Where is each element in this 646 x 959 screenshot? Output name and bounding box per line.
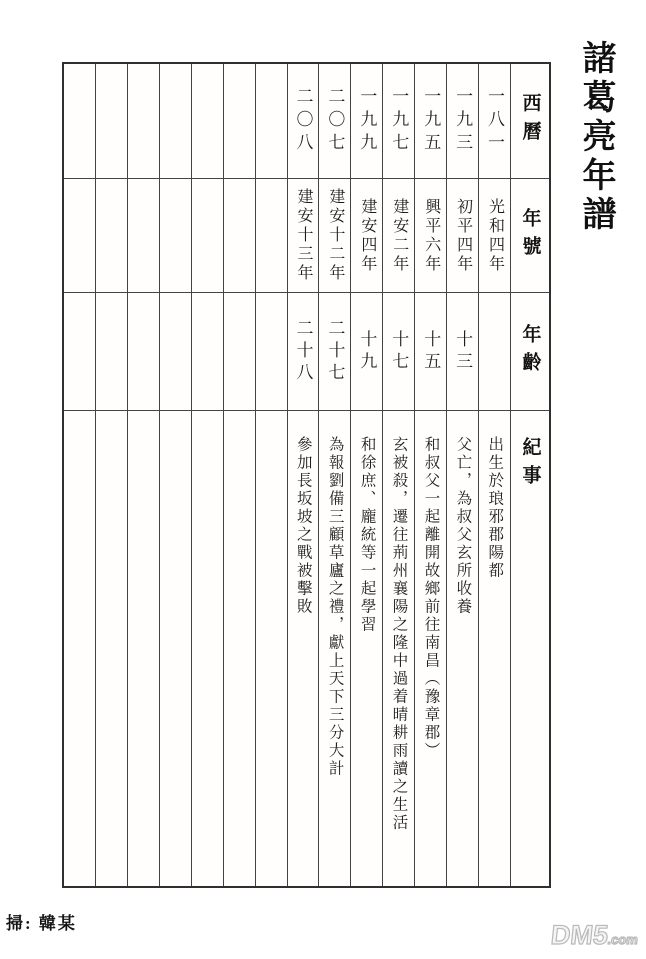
- empty-cell: [192, 293, 223, 411]
- era-text: 興平六年: [422, 197, 440, 274]
- empty-cell: [256, 64, 287, 179]
- age-text: 十三: [453, 329, 473, 374]
- empty-cell: [192, 64, 223, 179]
- empty-cell: [224, 179, 255, 293]
- era-cell: [288, 179, 319, 293]
- empty-cell: [224, 64, 255, 179]
- header-era-label: 年號: [519, 207, 541, 264]
- year-text: 一九三: [453, 86, 473, 156]
- empty-column: [95, 64, 127, 886]
- year-column-一九七: [382, 64, 414, 886]
- header-event-label: 紀事: [519, 437, 541, 493]
- empty-cell: [64, 179, 95, 293]
- age-cell: [351, 293, 382, 411]
- empty-cell: [128, 64, 159, 179]
- empty-column: [223, 64, 255, 886]
- year-cell: [479, 64, 510, 179]
- empty-column: [64, 64, 95, 886]
- dm5-watermark-suffix: .com: [606, 932, 639, 947]
- event-cell: [415, 411, 446, 886]
- era-cell: [351, 179, 382, 293]
- empty-cell: [160, 293, 191, 411]
- era-cell: [383, 179, 414, 293]
- empty-cell: [96, 64, 127, 179]
- era-cell: [415, 179, 446, 293]
- year-column-一九九: [350, 64, 382, 886]
- age-text: 二十八: [293, 318, 313, 385]
- event-cell: [383, 411, 414, 886]
- header-year-label: 西曆: [519, 93, 541, 149]
- event-text: 父亡，為叔父玄所收養: [454, 436, 472, 616]
- age-text: 二十七: [325, 318, 345, 385]
- age-cell: [319, 293, 350, 411]
- empty-cell: [224, 411, 255, 886]
- event-cell: [288, 411, 319, 886]
- empty-column: [191, 64, 223, 886]
- event-text: 和叔父一起離開故鄉前往南昌（豫章郡）: [422, 436, 440, 760]
- empty-cell: [96, 293, 127, 411]
- header-cell-era: [511, 179, 549, 293]
- empty-cell: [256, 411, 287, 886]
- empty-cell: [192, 179, 223, 293]
- event-cell: [447, 411, 478, 886]
- empty-cell: [64, 293, 95, 411]
- scanner-credit: 掃: 韓某: [6, 914, 77, 933]
- age-cell: [415, 293, 446, 411]
- empty-cell: [256, 179, 287, 293]
- event-cell: [479, 411, 510, 886]
- header-cell-age: [511, 293, 549, 411]
- year-column-二〇七: [318, 64, 350, 886]
- event-cell: [319, 411, 350, 886]
- empty-cell: [256, 293, 287, 411]
- header-cell-year: [511, 64, 549, 179]
- event-text: 和徐庶、龐統等一起學習: [358, 436, 376, 634]
- era-text: 建安二年: [390, 197, 408, 274]
- empty-cell: [64, 411, 95, 886]
- age-text: 十七: [389, 329, 409, 374]
- header-column: [510, 64, 549, 886]
- era-cell: [319, 179, 350, 293]
- year-column-一九五: [414, 64, 446, 886]
- year-text: 二〇八: [293, 86, 313, 156]
- year-cell: [383, 64, 414, 179]
- era-text: 光和四年: [486, 197, 504, 274]
- year-column-一九三: [446, 64, 478, 886]
- era-text: 建安四年: [358, 197, 376, 274]
- era-text: 建安十三年: [295, 188, 312, 283]
- empty-cell: [224, 293, 255, 411]
- era-text: 初平四年: [454, 197, 472, 274]
- year-text: 一九五: [421, 86, 441, 156]
- year-cell: [415, 64, 446, 179]
- empty-cell: [192, 411, 223, 886]
- age-cell: [288, 293, 319, 411]
- empty-cell: [96, 179, 127, 293]
- era-cell: [447, 179, 478, 293]
- header-age-label: 年齡: [519, 323, 541, 380]
- dm5-watermark-main: DM5: [549, 920, 610, 950]
- empty-cell: [128, 179, 159, 293]
- year-text: 一九七: [389, 86, 409, 156]
- event-cell: [351, 411, 382, 886]
- age-cell: [447, 293, 478, 411]
- empty-cell: [128, 293, 159, 411]
- chronology-table: [62, 62, 551, 888]
- year-text: 二〇七: [325, 86, 345, 156]
- year-column-二〇八: [287, 64, 319, 886]
- age-text: 十九: [357, 329, 377, 374]
- empty-column: [127, 64, 159, 886]
- empty-cell: [160, 179, 191, 293]
- empty-cell: [160, 64, 191, 179]
- header-cell-event: [511, 411, 549, 886]
- empty-column: [159, 64, 191, 886]
- age-cell: [383, 293, 414, 411]
- era-cell: [479, 179, 510, 293]
- empty-cell: [64, 64, 95, 179]
- year-cell: [288, 64, 319, 179]
- year-cell: [319, 64, 350, 179]
- event-text: 為報劉備三顧草廬之禮，獻上天下三分大計: [326, 436, 344, 778]
- empty-cell: [160, 411, 191, 886]
- event-text: 玄被殺，遷往荊州襄陽之隆中過着晴耕雨讀之生活: [390, 436, 408, 832]
- era-text: 建安十二年: [326, 188, 344, 283]
- empty-cell: [96, 411, 127, 886]
- year-text: 一九九: [357, 86, 377, 156]
- event-text: 參加長坂坡之戰被擊敗: [294, 436, 312, 616]
- empty-column: [255, 64, 287, 886]
- page-title: 諸葛亮年譜: [577, 40, 614, 235]
- year-cell: [351, 64, 382, 179]
- event-text: 出生於琅邪郡陽都: [486, 436, 504, 580]
- year-text: 一八一: [485, 86, 505, 156]
- year-cell: [447, 64, 478, 179]
- year-column-一八一: [478, 64, 510, 886]
- dm5-watermark: [549, 920, 640, 951]
- age-cell: [479, 293, 510, 411]
- age-text: 十五: [421, 329, 441, 374]
- empty-cell: [128, 411, 159, 886]
